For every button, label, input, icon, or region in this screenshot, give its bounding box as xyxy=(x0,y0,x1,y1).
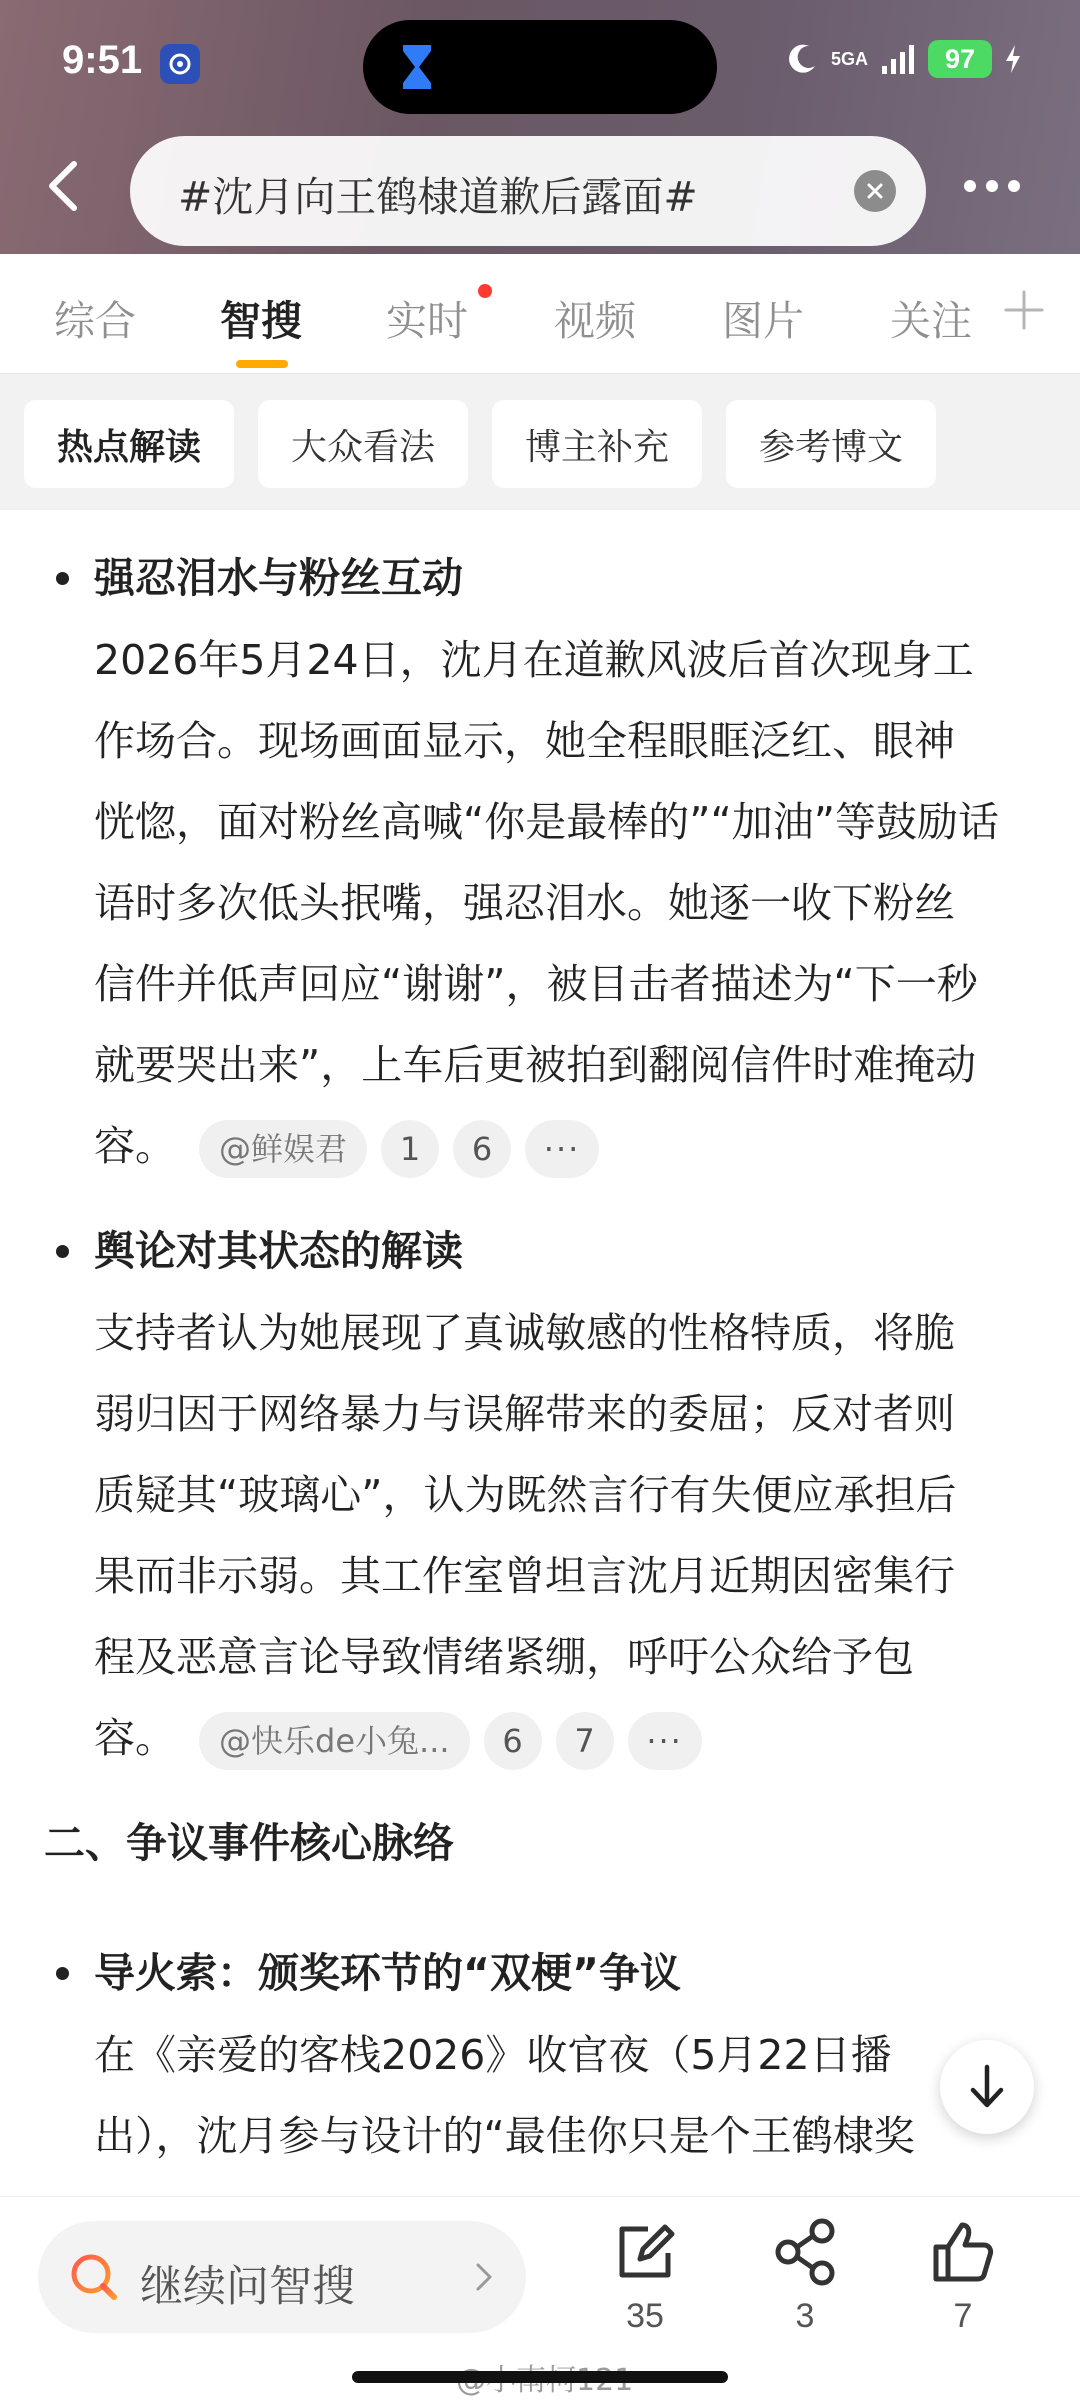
scroll-down-button[interactable] xyxy=(940,2040,1034,2134)
notification-dot xyxy=(478,284,492,298)
paragraph-line: 弱归因于网络暴力与误解带来的委屈；反对者则 xyxy=(94,1390,955,1438)
chip-reference-posts[interactable]: 参考博文 xyxy=(726,400,936,488)
share-button[interactable] xyxy=(760,2217,850,2336)
paragraph-line: 恍惚，面对粉丝高喊“你是最棒的”“加油”等鼓励话 xyxy=(94,798,999,846)
paragraph-line: 作场合。现场画面显示，她全程眼眶泛红、眼神 xyxy=(94,717,955,765)
moon-icon xyxy=(785,42,819,76)
tab-comprehensive[interactable]: 综合 xyxy=(54,297,136,345)
back-arrow-icon[interactable] xyxy=(40,156,90,216)
chip-public-opinion[interactable]: 大众看法 xyxy=(258,400,468,488)
bullet-title: 强忍泪水与粉丝互动 xyxy=(94,554,463,602)
section-heading: 二、争议事件核心脉络 xyxy=(44,1819,454,1867)
shield-icon xyxy=(160,44,200,84)
signal-icon xyxy=(880,42,916,76)
tab-following[interactable]: 关注 xyxy=(890,297,972,345)
bottom-bar xyxy=(0,2196,1080,2403)
paragraph-line: 支持者认为她展现了真诚敏感的性格特质，将脆 xyxy=(94,1309,955,1357)
paragraph-line: 容。 xyxy=(94,1714,176,1762)
paragraph-line: 在《亲爱的客栈2026》收官夜（5月22日播 xyxy=(94,2031,892,2079)
reference-chip[interactable]: 7 xyxy=(556,1712,614,1770)
comment-icon xyxy=(610,2217,680,2287)
paragraph-line: 2026年5月24日，沈月在道歉风波后首次现身工 xyxy=(94,636,974,684)
tab-realtime[interactable]: 实时 xyxy=(386,297,468,345)
hourglass-icon xyxy=(399,42,435,92)
more-icon[interactable] xyxy=(964,180,1020,192)
like-icon xyxy=(928,2217,998,2287)
continue-ask-label: 继续问智搜 xyxy=(140,2262,355,2312)
status-bar xyxy=(0,0,1080,130)
chip-hot-reading[interactable]: 热点解读 xyxy=(24,400,234,488)
status-time: 9:51 xyxy=(62,38,143,82)
bullet-title: 舆论对其状态的解读 xyxy=(94,1227,463,1275)
filter-chips xyxy=(0,374,1080,510)
dynamic-island xyxy=(363,20,717,114)
bullet-marker xyxy=(56,572,69,585)
search-row xyxy=(0,130,1080,254)
network-label: 5GA xyxy=(830,48,868,69)
more-references-chip[interactable]: ··· xyxy=(628,1712,702,1770)
chevron-right-icon xyxy=(472,2259,496,2295)
search-query: #沈月向王鹤棣道歉后露面# xyxy=(178,173,698,221)
plus-icon[interactable] xyxy=(1002,288,1046,332)
tab-bar xyxy=(0,254,1080,374)
source-chip[interactable]: @快乐de小兔... xyxy=(199,1712,470,1770)
share-icon xyxy=(770,2217,840,2287)
continue-ask-button[interactable] xyxy=(38,2221,526,2333)
comment-count: 35 xyxy=(626,2297,664,2335)
top-header xyxy=(0,0,1080,254)
like-count: 7 xyxy=(953,2297,973,2335)
home-indicator[interactable] xyxy=(352,2371,728,2383)
status-indicators xyxy=(785,40,1022,78)
tab-smart-search[interactable]: 智搜 xyxy=(220,297,302,345)
bullet-marker xyxy=(56,1245,69,1258)
more-references-chip[interactable]: ··· xyxy=(525,1120,599,1178)
paragraph-line: 容。 xyxy=(94,1122,176,1170)
bullet-paragraph xyxy=(94,620,1044,1187)
charging-icon xyxy=(1004,44,1022,74)
battery-indicator: 97 xyxy=(928,40,992,78)
active-tab-indicator xyxy=(236,360,288,368)
like-button[interactable] xyxy=(918,2217,1008,2336)
bullet-marker xyxy=(56,1967,69,1980)
bullet-paragraph xyxy=(94,2015,1044,2177)
source-chip[interactable]: @鲜娱君 xyxy=(199,1120,367,1178)
clear-icon[interactable] xyxy=(854,170,896,212)
paragraph-line: 信件并低声回应“谢谢”，被目击者描述为“下一秒 xyxy=(94,960,978,1008)
ai-search-icon xyxy=(68,2251,120,2303)
tab-video[interactable]: 视频 xyxy=(554,297,636,345)
paragraph-line: 出），沈月参与设计的“最佳你只是个王鹤棣奖 xyxy=(94,2112,915,2160)
tab-images[interactable]: 图片 xyxy=(722,297,804,345)
search-input[interactable] xyxy=(130,136,926,246)
scroll-down-icon xyxy=(965,2063,1009,2111)
share-count: 3 xyxy=(795,2297,815,2335)
chip-blogger-supplement[interactable]: 博主补充 xyxy=(492,400,702,488)
reference-chip[interactable]: 1 xyxy=(381,1120,439,1178)
bullet-title: 导火索：颁奖环节的“双梗”争议 xyxy=(94,1949,681,1997)
paragraph-line: 果而非示弱。其工作室曾坦言沈月近期因密集行 xyxy=(94,1552,955,1600)
comment-button[interactable] xyxy=(600,2217,690,2336)
reference-chip[interactable]: 6 xyxy=(453,1120,511,1178)
reference-chip[interactable]: 6 xyxy=(484,1712,542,1770)
paragraph-line: 质疑其“玻璃心”，认为既然言行有失便应承担后 xyxy=(94,1471,957,1519)
paragraph-line: 程及恶意言论导致情绪紧绷，呼吁公众给予包 xyxy=(94,1633,914,1681)
bullet-paragraph xyxy=(94,1293,1044,1779)
paragraph-line: 就要哭出来”，上车后更被拍到翻阅信件时难掩动 xyxy=(94,1041,977,1089)
paragraph-line: 语时多次低头抿嘴，强忍泪水。她逐一收下粉丝 xyxy=(94,879,955,927)
